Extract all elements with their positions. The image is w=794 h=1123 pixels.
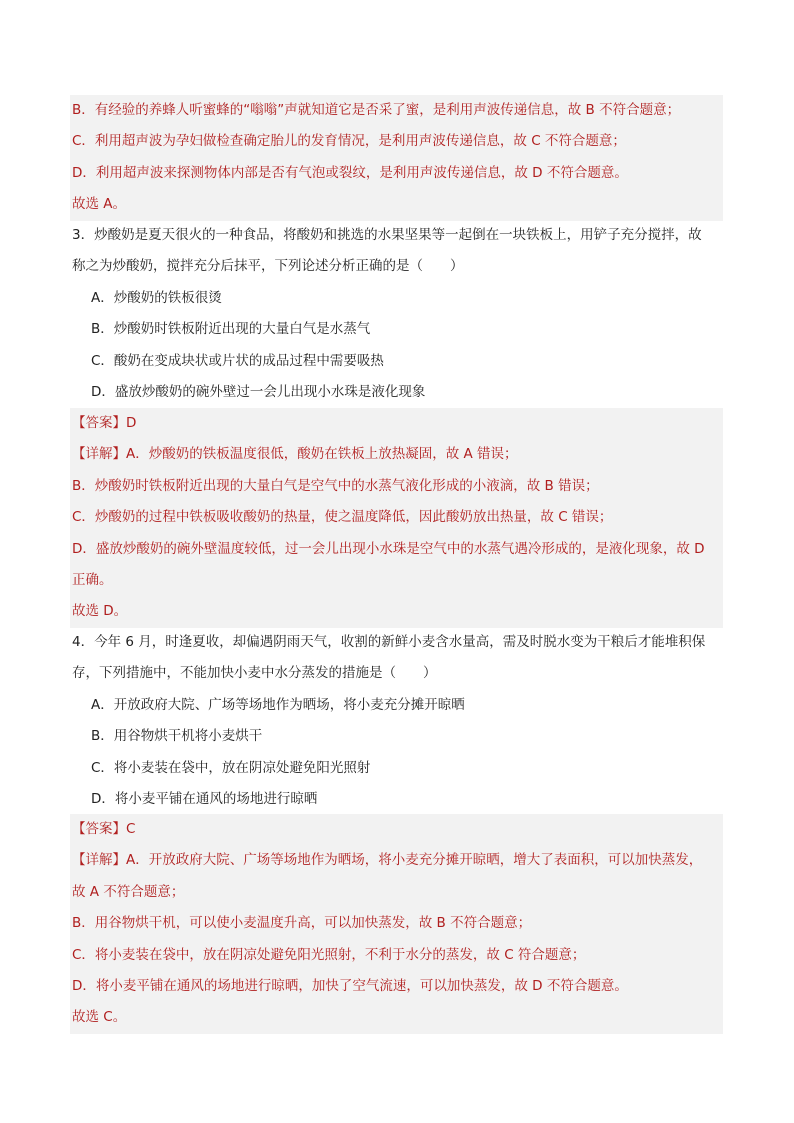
detail-line: 故 A 不符合题意； <box>72 883 185 900</box>
question-4 <box>70 627 723 815</box>
explanation-line: B．有经验的养蜂人听蜜蜂的“嗡嗡”声就知道它是否采了蜜，是利用声波传递信息，故 B 不符合题意； <box>72 102 681 118</box>
answer-line <box>70 408 723 439</box>
detail-line: D．将小麦平铺在通风的场地进行晾晒，加快了空气流速，可以加快蒸发，故 D 不符合题意。 <box>72 977 628 994</box>
option-b: B．炒酸奶时铁板附近出现的大量白气是水蒸气 <box>91 321 371 338</box>
detail-line: C．将小麦装在袋中，放在阴凉处避免阳光照射，不利于水分的蒸发，故 C 符合题意； <box>72 946 586 963</box>
detail-line: D．盛放炒酸奶的碗外壁温度较低，过一会儿出现小水珠是空气中的水蒸气遇冷形成的，是液化现象，故 D <box>72 540 705 557</box>
option-d: D．将小麦平铺在通风的场地进行晾晒 <box>91 790 318 807</box>
explanation-line: 故选 A。 <box>72 196 127 213</box>
option-c: C．将小麦装在袋中，放在阴凉处避免阳光照射 <box>91 759 371 776</box>
detail-line: C．炒酸奶的过程中铁板吸收酸奶的热量，使之温度降低，因此酸奶放出热量，故 C 错误； <box>72 509 613 526</box>
detail-line: B．炒酸奶时铁板附近出现的大量白气是空气中的水蒸气液化形成的小液滴，故 B 错误； <box>72 477 599 494</box>
question-stem: 4．今年 6 月，时逢夏收，却偏遇阴雨天气，收割的新鲜小麦含水量高，需及时脱水变为干粮后才能堆积保 <box>72 634 706 650</box>
question-stem: 3．炒酸奶是夏天很火的一种食品，将酸奶和挑选的水果坚果等一起倒在一块铁板上，用铲子充分搅拌，故 <box>72 227 702 243</box>
explanation-line: C．利用超声波为孕妇做检查确定胎儿的发育情况，是利用声波传递信息，故 C 不符合题意； <box>72 133 626 150</box>
question-stem: 存，下列措施中，不能加快小麦中水分蒸发的措施是（ ） <box>72 665 437 682</box>
question-3 <box>70 220 723 408</box>
answer-value: D <box>126 415 137 431</box>
detail-text: A．开放政府大院、广场等场地作为晒场，将小麦充分摊开晾晒，增大了表面积，可以加快蒸发， <box>126 852 703 869</box>
detail-label: 【详解】 <box>72 852 126 869</box>
detail-line: 正确。 <box>72 571 113 588</box>
detail-line: 故选 C。 <box>72 1009 127 1026</box>
detail-line: 故选 D。 <box>72 603 128 620</box>
answer-line <box>70 814 723 845</box>
answer-value: C <box>126 821 136 837</box>
detail-line <box>70 439 723 470</box>
explanation-line: D．利用超声波来探测物体内部是否有气泡或裂纹，是利用声波传递信息，故 D 不符合题意。 <box>72 164 628 181</box>
answer-block-3 <box>70 408 723 628</box>
option-a: A．开放政府大院、广场等场地作为晒场，将小麦充分摊开晾晒 <box>91 696 465 713</box>
option-c: C．酸奶在变成块状或片状的成品过程中需要吸热 <box>91 352 384 369</box>
question-stem: 称之为炒酸奶，搅拌充分后抹平，下列论述分析正确的是（ ） <box>72 258 464 275</box>
option-d: D．盛放炒酸奶的碗外壁过一会儿出现小水珠是液化现象 <box>91 383 426 400</box>
detail-line <box>70 845 723 876</box>
option-b: B．用谷物烘干机将小麦烘干 <box>91 728 263 745</box>
answer-label: 【答案】 <box>72 821 126 837</box>
detail-text: A．炒酸奶的铁板温度很低，酸奶在铁板上放热凝固，故 A 错误； <box>126 446 518 463</box>
detail-label: 【详解】 <box>72 446 126 463</box>
option-a: A．炒酸奶的铁板很烫 <box>91 289 222 306</box>
answer-label: 【答案】 <box>72 415 126 431</box>
prev-explanation-block <box>70 95 723 221</box>
answer-block-4 <box>70 814 723 1034</box>
detail-line: B．用谷物烘干机，可以使小麦温度升高，可以加快蒸发，故 B 不符合题意； <box>72 915 532 932</box>
